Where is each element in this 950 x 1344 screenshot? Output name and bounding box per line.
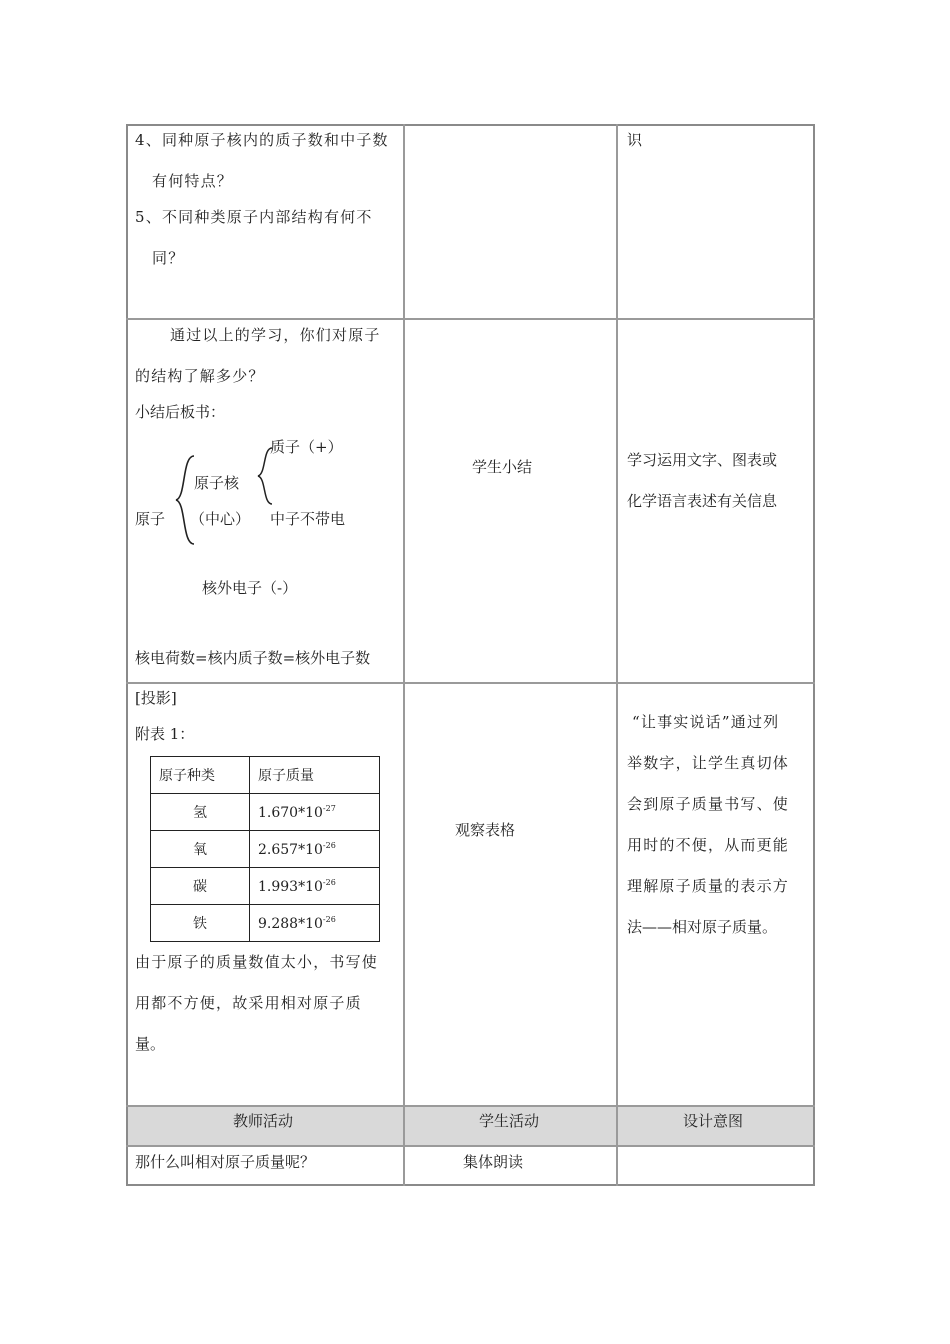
table-header-cell: 原子质量: [250, 757, 380, 794]
row3-intent-line-5: 理解原子质量的表示方: [627, 877, 790, 895]
row5-student-activity: 集体朗读: [463, 1153, 524, 1171]
atomic-mass-value: $2.657*10^{-26}$: [250, 831, 380, 868]
table-header-row: [151, 757, 380, 794]
row3-intent-line-1: “让事实说话”通过列: [632, 713, 780, 731]
row-divider-4: [126, 1145, 815, 1147]
row2-intent-line-2: 化学语言表述有关信息: [627, 492, 778, 510]
element-name: 碳: [151, 868, 250, 905]
appendix-label: 附表 1：: [135, 725, 195, 743]
row-divider-1: [126, 318, 815, 320]
atomic-mass-value: $1.993*10^{-26}$: [250, 868, 380, 905]
header-design-intent: 设计意图: [683, 1112, 744, 1130]
row3-intent-line-3: 会到原子质量书写、使: [627, 795, 790, 813]
projection-label: [投影]: [135, 689, 177, 707]
summary-intro-line-1: 通过以上的学习，你们对原子: [170, 326, 381, 344]
element-name: 氢: [151, 794, 250, 831]
row2-intent-line-1: 学习运用文字、图表或: [627, 451, 778, 469]
diagram-neutron: 中子不带电: [270, 510, 346, 528]
table-row: [151, 905, 380, 942]
table-row: [151, 794, 380, 831]
board-label: 小结后板书：: [135, 403, 226, 421]
diagram-center: （中心）: [190, 510, 251, 528]
row3-intent-line-6: 法——相对原子质量。: [627, 918, 778, 936]
table-row: [151, 868, 380, 905]
column-divider-1: [403, 124, 405, 1186]
atomic-mass-table: [150, 756, 380, 942]
row5-teacher-activity: 那什么叫相对原子质量呢？: [135, 1153, 316, 1171]
table-header-cell: 原子种类: [151, 757, 250, 794]
summary-intro-line-2: 的结构了解多少？: [135, 367, 265, 385]
diagram-nucleus: 原子核: [194, 474, 240, 492]
diagram-electron: 核外电子（-）: [202, 579, 298, 597]
row-divider-2: [126, 682, 815, 684]
table-row: [151, 831, 380, 868]
atomic-mass-value: $9.288*10^{-26}$: [250, 905, 380, 942]
header-teacher-activity: 教师活动: [233, 1112, 294, 1130]
note-line-1: 由于原子的质量数值太小，书写使: [135, 953, 379, 971]
column-divider-2: [616, 124, 618, 1186]
row3-intent-line-4: 用时的不便，从而更能: [627, 836, 790, 854]
question-5-line-2: 同？: [152, 249, 185, 267]
row3-student-activity: 观察表格: [455, 821, 516, 839]
atom-brace-icon: [174, 454, 196, 546]
nucleus-brace-icon: [256, 446, 274, 506]
diagram-proton: 质子（+）: [270, 438, 343, 456]
question-4-line-1: 4、同种原子核内的质子数和中子数: [135, 131, 389, 149]
header-student-activity: 学生活动: [479, 1112, 540, 1130]
note-line-3: 量。: [135, 1035, 166, 1053]
row1-intent-text: 识: [627, 131, 643, 149]
question-4-line-2: 有何特点？: [152, 172, 234, 190]
charge-equation: 核电荷数=核内质子数=核外电子数: [135, 649, 371, 667]
note-line-2: 用都不方便，故采用相对原子质: [135, 994, 362, 1012]
diagram-atom: 原子: [135, 510, 166, 528]
element-name: 铁: [151, 905, 250, 942]
element-name: 氧: [151, 831, 250, 868]
atomic-mass-value: $1.670*10^{-27}$: [250, 794, 380, 831]
row-divider-3: [126, 1105, 815, 1107]
row3-intent-line-2: 举数字，让学生真切体: [627, 754, 790, 772]
question-5-line-1: 5、不同种类原子内部结构有何不: [135, 208, 373, 226]
row2-student-activity: 学生小结: [472, 458, 533, 476]
